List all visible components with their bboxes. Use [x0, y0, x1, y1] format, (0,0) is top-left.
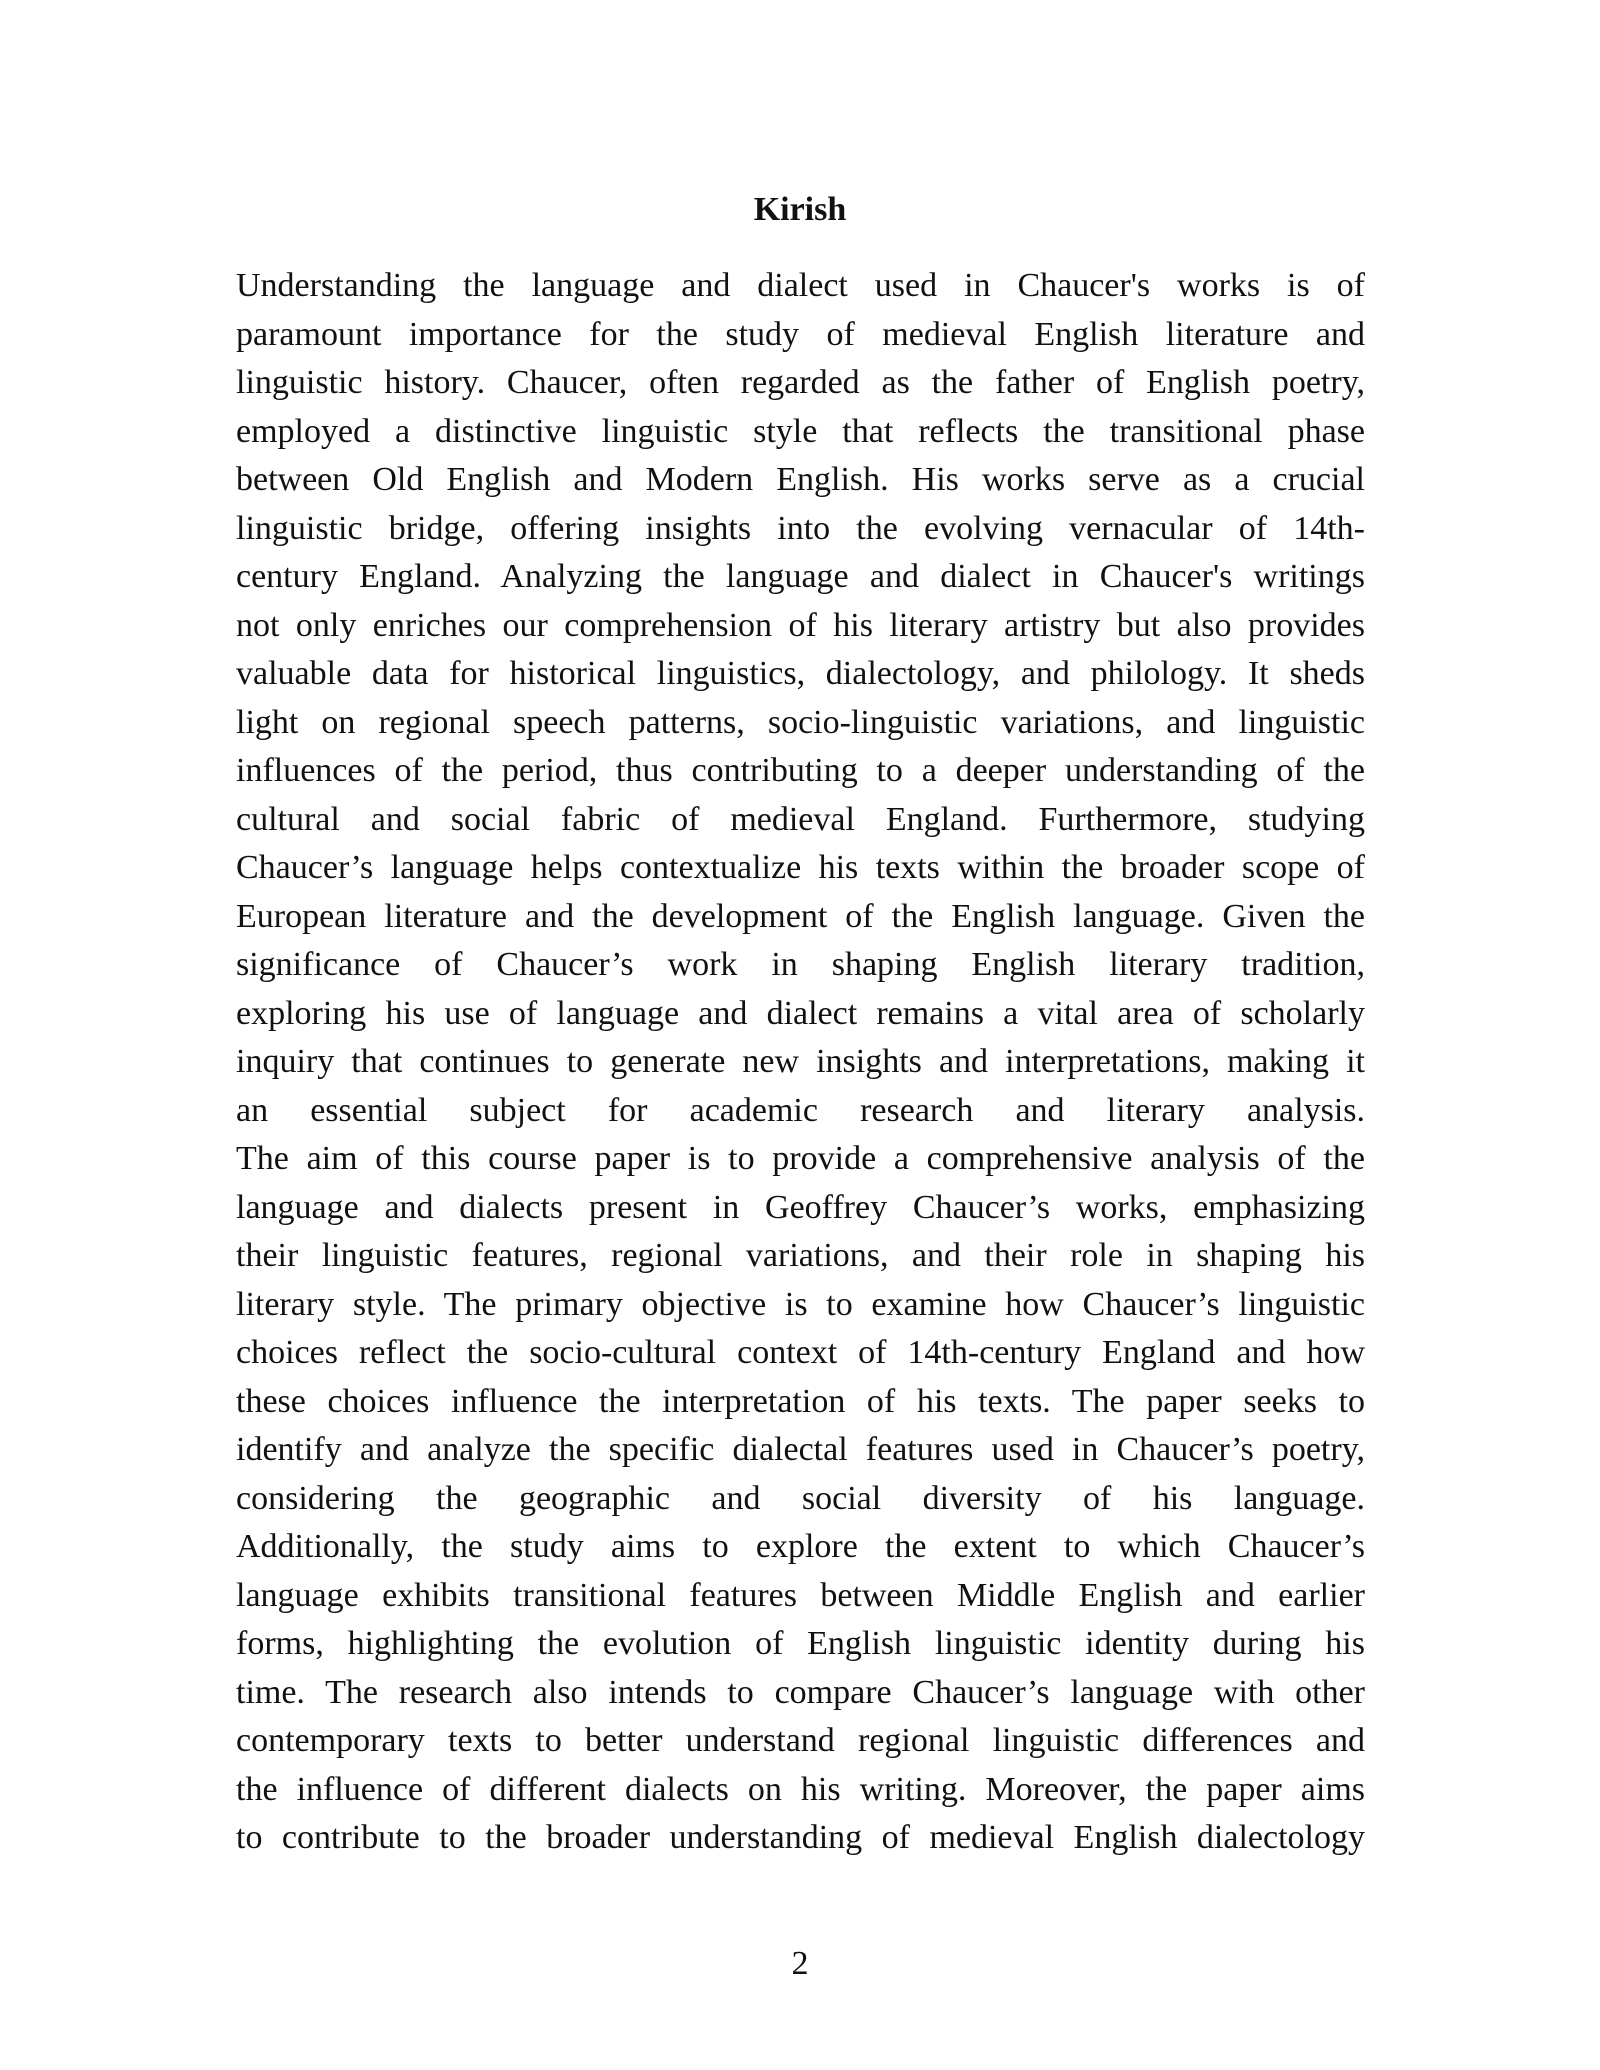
text-line: identify and analyze the specific dialectal features used in Chaucer’s poetry,: [236, 1431, 1365, 1468]
text-line: paramount importance for the study of medieval English literature and: [236, 315, 1365, 353]
text-line: inquiry that continues to generate new insights and interpretations, making it: [236, 1043, 1365, 1080]
body-paragraph: [236, 262, 1365, 1863]
text-line: significance of Chaucer’s work in shaping English literary tradition,: [236, 946, 1365, 983]
text-line: not only enriches our comprehension of his literary artistry but also provides: [236, 606, 1365, 644]
text-line: linguistic history. Chaucer, often regarded as the father of English poetry,: [236, 364, 1365, 401]
text-line: light on regional speech patterns, socio-linguistic variations, and linguistic: [236, 703, 1365, 741]
text-line: language exhibits transitional features between Middle English and earlier: [236, 1576, 1365, 1614]
text-line: to contribute to the broader understanding of medieval English dialectology: [236, 1819, 1365, 1856]
text-line: influences of the period, thus contributing to a deeper understanding of the: [236, 752, 1365, 789]
text-line: choices reflect the socio-cultural context of 14th-century England and how: [236, 1334, 1365, 1371]
text-line: Additionally, the study aims to explore the extent to which Chaucer’s: [236, 1528, 1365, 1565]
text-line: contemporary texts to better understand regional linguistic differences and: [236, 1722, 1365, 1759]
text-line: exploring his use of language and dialect remains a vital area of scholarly: [236, 994, 1365, 1032]
section-heading: Kirish: [753, 191, 847, 228]
page-number: 2: [791, 1945, 809, 1982]
text-line: their linguistic features, regional variations, and their role in shaping his: [236, 1237, 1365, 1274]
text-line: time. The research also intends to compare Chaucer’s language with other: [236, 1673, 1365, 1711]
text-line: cultural and social fabric of medieval England. Furthermore, studying: [236, 800, 1365, 838]
text-line: Chaucer’s language helps contextualize his texts within the broader scope of: [236, 849, 1365, 886]
text-line: forms, highlighting the evolution of English linguistic identity during his: [236, 1625, 1365, 1662]
text-line: The aim of this course paper is to provide a comprehensive analysis of the: [236, 1140, 1365, 1177]
text-line: century England. Analyzing the language and dialect in Chaucer's writings: [236, 558, 1365, 595]
text-line: literary style. The primary objective is to examine how Chaucer’s linguistic: [236, 1285, 1365, 1323]
text-line: Understanding the language and dialect used in Chaucer's works is of: [236, 267, 1365, 304]
text-line: these choices influence the interpretation of his texts. The paper seeks to: [236, 1382, 1365, 1420]
text-line: considering the geographic and social diversity of his language.: [236, 1479, 1365, 1517]
text-line: between Old English and Modern English. His works serve as a crucial: [236, 461, 1365, 498]
text-line: language and dialects present in Geoffrey Chaucer’s works, emphasizing: [236, 1188, 1365, 1226]
text-line: linguistic bridge, offering insights into the evolving vernacular of 14th-: [236, 509, 1365, 547]
text-line: employed a distinctive linguistic style that reflects the transitional phase: [236, 412, 1365, 450]
text-line: the influence of different dialects on his writing. Moreover, the paper aims: [236, 1770, 1365, 1808]
text-line: an essential subject for academic research and literary analysis.: [236, 1091, 1365, 1129]
text-line: European literature and the development of the English language. Given the: [236, 897, 1365, 935]
text-line: valuable data for historical linguistics, dialectology, and philology. It sheds: [236, 655, 1365, 692]
